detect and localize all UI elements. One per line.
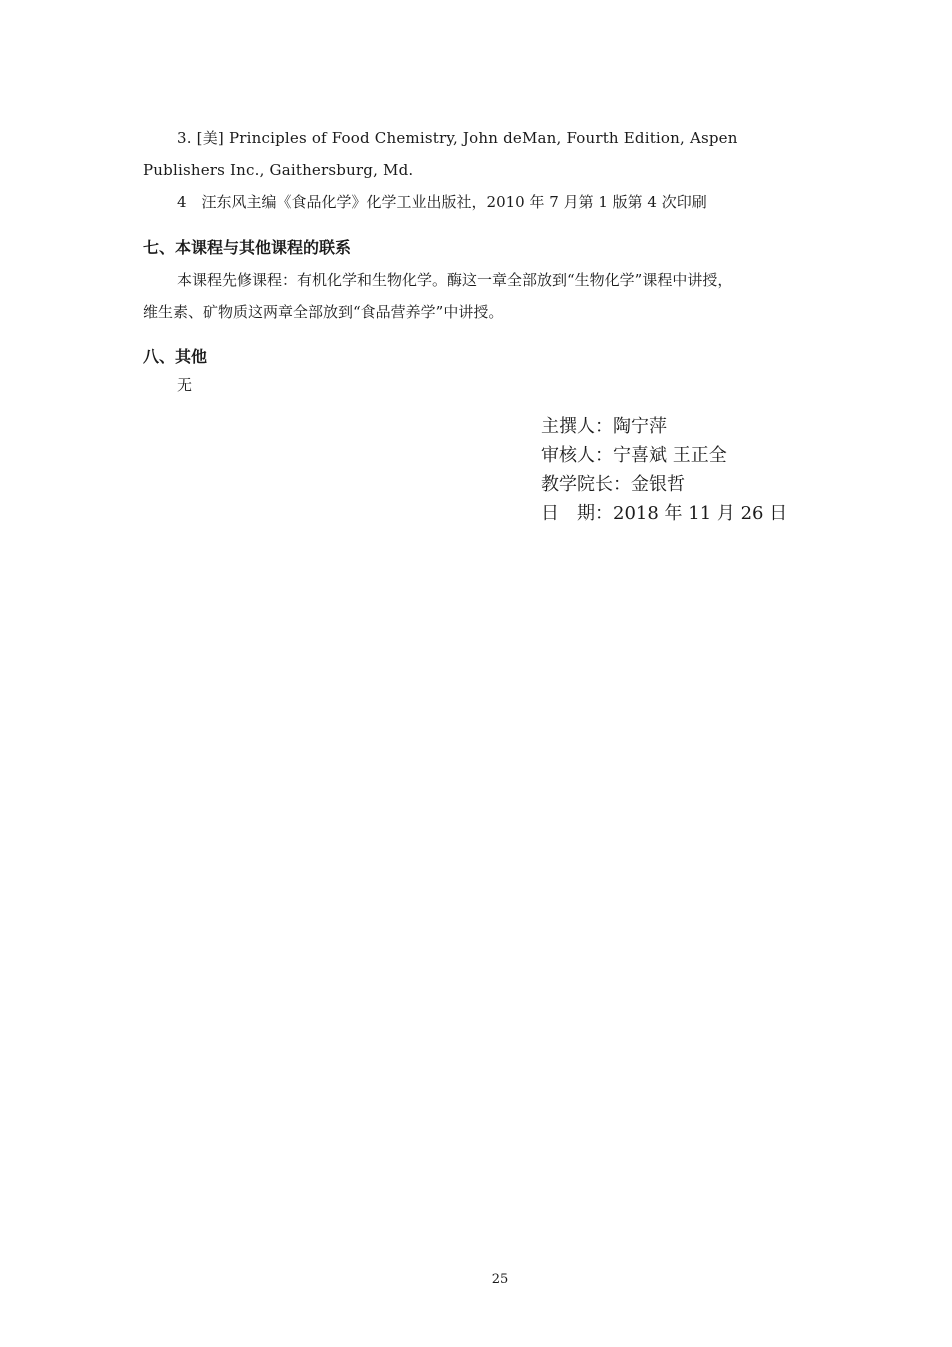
page-number: 25 [491,1272,509,1287]
signature-dean: 教学院长：金银哲 [541,474,685,495]
reference-3-line-1: 3. [美] Principles of Food Chemistry, John deMan, Fourth Edition, Aspen [177,129,738,147]
reference-4: 4 汪东风主编《食品化学》化学工业出版社，2010 年 7 月第 1 版第 4 次印刷 [177,193,707,211]
section-7-paragraph-line-1: 本课程先修课程：有机化学和生物化学。酶这一章全部放到“生物化学”课程中讲授， [177,271,733,289]
reference-3-line-2: Publishers Inc., Gaithersburg, Md. [143,161,414,179]
signature-date: 日 期：2018 年 11 月 26 日 [541,503,788,524]
signature-author: 主撰人：陶宁萍 [541,416,667,437]
section-8-body: 无 [177,376,193,394]
signature-reviewer: 审核人：宁喜斌 王正全 [541,445,727,466]
section-7-heading: 七、本课程与其他课程的联系 [143,238,352,257]
section-7-paragraph-line-2: 维生素、矿物质这两章全部放到“食品营养学”中讲授。 [143,303,504,321]
section-8-heading: 八、其他 [143,347,208,366]
